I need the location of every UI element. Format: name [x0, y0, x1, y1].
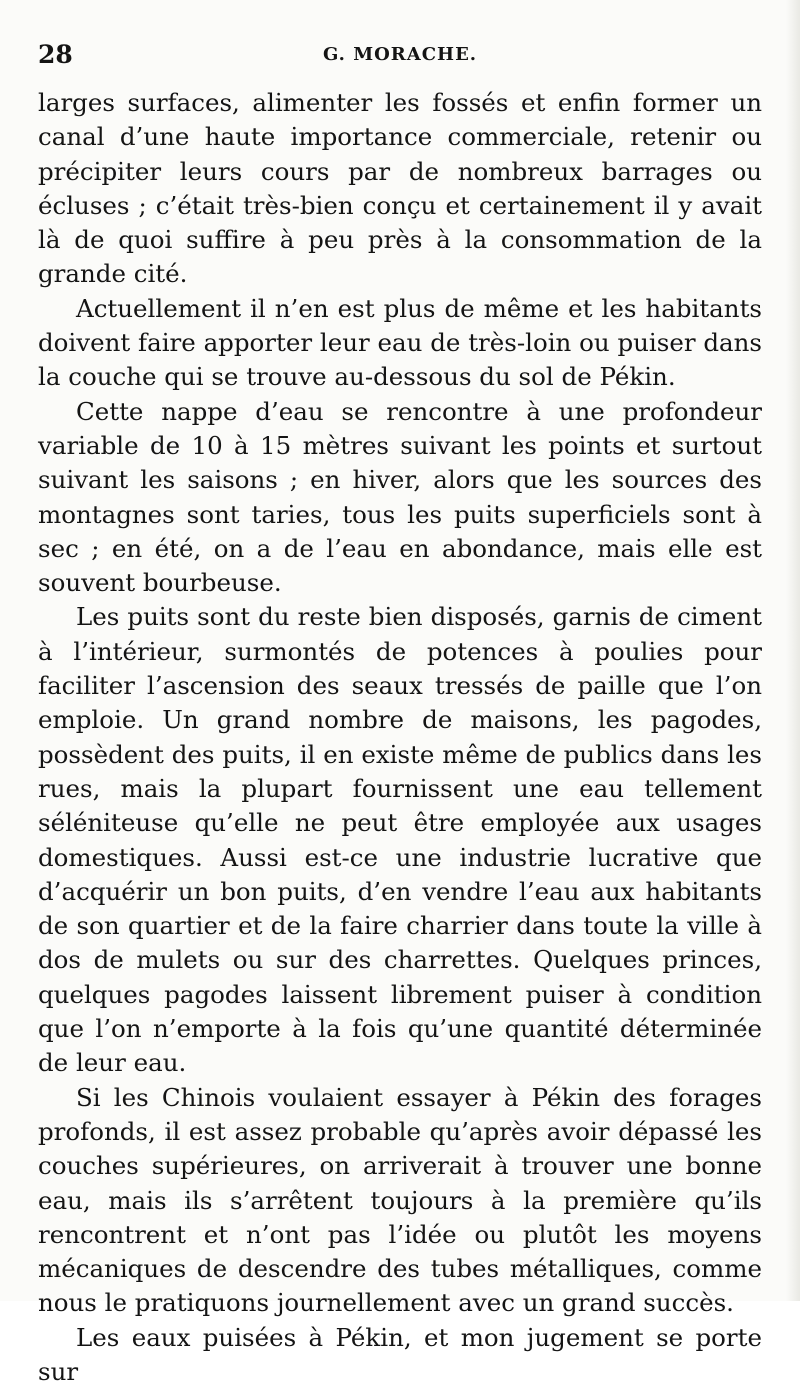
paragraph-waters-drawn: Les eaux puisées à Pékin, et mon jugement se porte sur	[38, 1322, 762, 1386]
paragraph-wells: Les puits sont du reste bien disposés, garnis de ciment à l’intérieur, surmontés de potences à poulies pour faciliter l’ascension des seaux tressés de paille que l’on emploie. Un grand nombre de maisons, les pagodes, possèdent des puits, il en existe même de publics dans les rues, mais la plupart fournissent une eau tellement séléniteuse qu’elle ne peut être employée aux usages domestiques. Aussi est-ce une industrie lucrative que d’acquérir un bon puits, d’en vendre l’eau aux habitants de son quartier et de la faire charrier dans toute la ville à dos de mulets ou sur des charrettes. Quelques princes, quelques pagodes laissent librement puiser à condition que l’on n’emporte à la fois qu’une quantité déterminée de leur eau.	[38, 602, 762, 1078]
paragraph-deep-drilling: Si les Chinois voulaient essayer à Pékin des forages profonds, il est assez probable qu’après avoir dépassé les couches supérieures, on arriverait à trouver une bonne eau, mais ils s’arrêtent toujours à la première qu’ils rencontrent et n’ont pas l’idée ou plutôt les moyens mécaniques de descendre des tubes métalliques, comme nous le pratiquons journellement avec un grand succès.	[38, 1082, 762, 1318]
page-number: 28	[38, 40, 73, 69]
paragraph-water-today: Actuellement il n’en est plus de même et les habitants doivent faire apporter leur eau de très-loin ou puiser dans la couche qui se trouve au-dessous du sol de Pékin.	[38, 293, 762, 392]
paragraph-continued: larges surfaces, alimenter les fossés et enfin former un canal d’une haute importance commerciale, retenir ou précipiter leurs cours par de nombreux barrages ou écluses ; c’était très-bien conçu et certainement il y avait là de quoi suffire à peu près à la consommation de la grande cité.	[38, 88, 762, 289]
page-edge-shadow	[786, 0, 800, 1301]
running-head-author: G. MORACHE.	[322, 44, 478, 65]
paragraph-water-table: Cette nappe d’eau se rencontre à une profondeur variable de 10 à 15 mètres suivant les points et surtout suivant les saisons ; en hiver, alors que les sources des montagnes sont taries, tous les puits superficiels sont à sec ; en été, on a de l’eau en abondance, mais elle est souvent bourbeuse.	[38, 396, 762, 598]
running-head	[38, 40, 762, 74]
